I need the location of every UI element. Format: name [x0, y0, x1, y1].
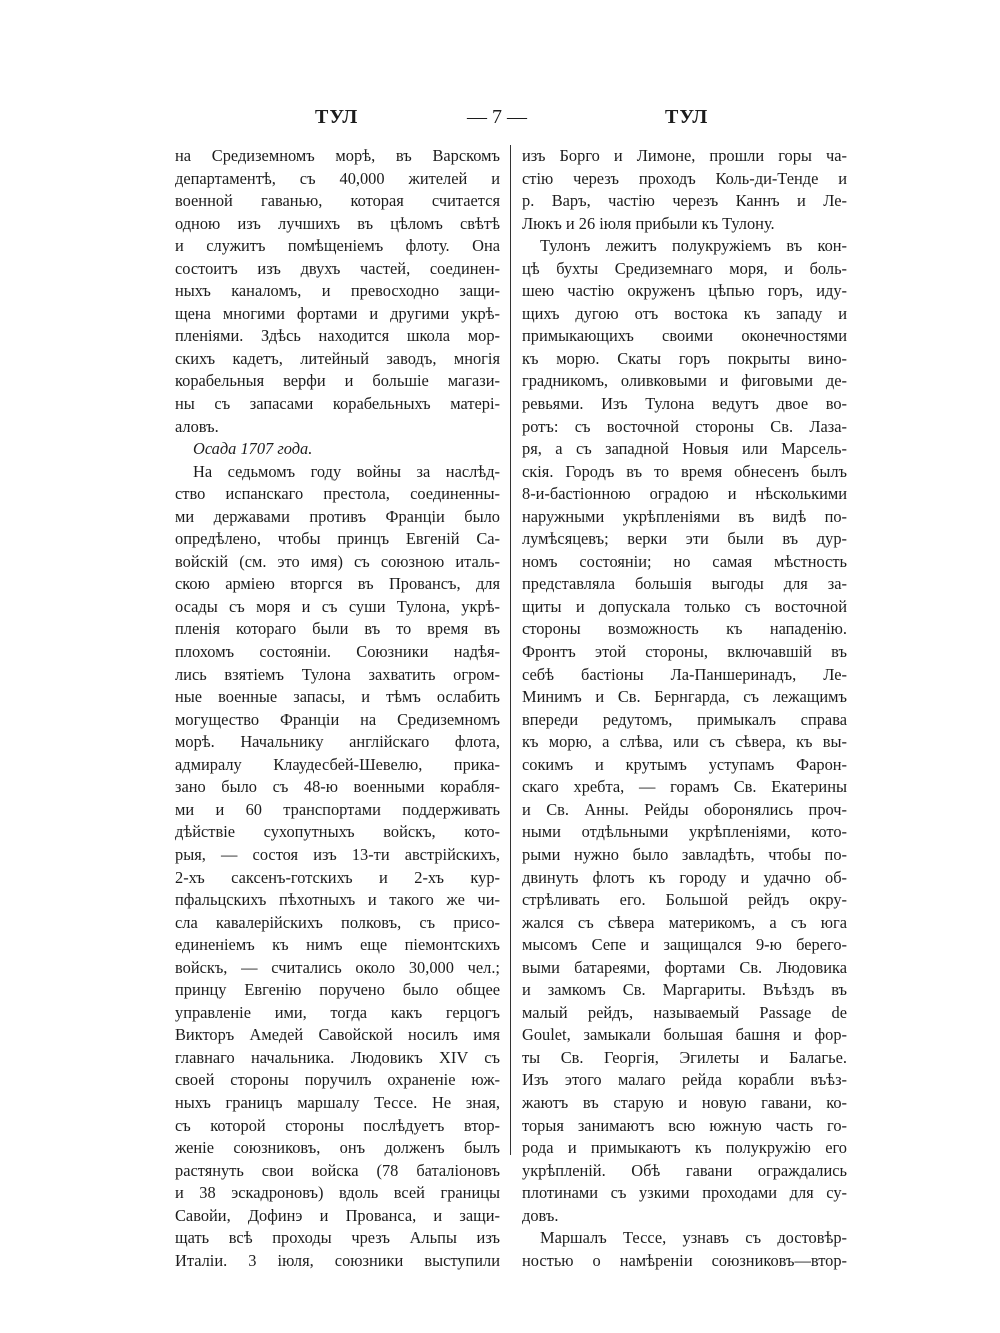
text-line: торыя занимаютъ всю южную часть го-: [522, 1115, 847, 1135]
text-line: щена многими фортами и другими укрѣ-: [175, 303, 500, 323]
text-line: жаютъ въ старую и новую гавани, ко-: [522, 1092, 847, 1112]
text-line: изъ Борго и Лимоне, прошли горы ча-: [522, 146, 847, 165]
text-line: управленіе ими, тогда какъ герцогъ: [175, 1002, 500, 1022]
text-line: малый рейдъ, называемый Passage de: [522, 1002, 847, 1022]
text-line: и замкомъ Св. Маргариты. Въѣздъ въ: [522, 980, 847, 1000]
text-line: и 38 эскадроновъ) вдоль всей границы: [175, 1183, 500, 1203]
text-line: довъ.: [522, 1205, 559, 1225]
text-line: скою арміею вторгся въ Провансъ, для: [175, 574, 500, 594]
text-line: Тулонъ лежитъ полукружіемъ въ кон-: [540, 236, 847, 256]
right-text-column: [522, 145, 847, 1272]
text-line: опредѣлено, чтобы принцъ Евгеній Са-: [175, 529, 500, 549]
text-line: Goulet, замыкали большая башня и фор-: [522, 1025, 847, 1045]
text-line: двинуть флотъ къ городу и удачно об-: [522, 867, 847, 887]
text-line: къ морю, а слѣва, или съ сѣвера, къ вы-: [522, 732, 847, 752]
text-line: Викторъ Амедей Савойской носилъ имя: [175, 1025, 500, 1045]
text-line: себѣ бастіоны Ла-Паншеринадъ, Ле-: [522, 664, 847, 684]
text-line: единеніемъ къ нимъ еще піемонтскихъ: [175, 935, 500, 955]
text-line: наружными укрѣпленіями въ видѣ по-: [522, 506, 847, 526]
text-line: щиты и допускала только съ восточной: [522, 596, 847, 616]
text-line: дѣйствіе сухопутныхъ войскъ, кото-: [175, 822, 500, 842]
text-line: Минимъ и Св. Бернгарда, съ лежащимъ: [522, 687, 847, 707]
text-line: сла кавалерійскихъ полковъ, съ присо-: [175, 912, 500, 932]
text-line: скихъ кадетъ, литейный заводъ, многія: [175, 348, 500, 368]
text-line: жался съ сѣвера материкомъ, а съ юга: [522, 912, 847, 932]
text-line: лись взятіемъ Тулона захватить огром-: [175, 664, 500, 684]
text-line: морѣ. Начальнику англійскаго флота,: [175, 732, 500, 752]
text-line: на Средиземномъ морѣ, въ Варскомъ: [175, 146, 500, 165]
text-line: департаментѣ, съ 40,000 жителей и: [175, 168, 500, 188]
text-line: войскъ, — считались около 30,000 чел.;: [175, 957, 500, 977]
text-line: стрѣливать его. Большой рейдъ окру-: [522, 890, 847, 910]
left-text-column: [175, 145, 500, 1272]
text-line: рыми нужно было завладѣть, чтобы по-: [522, 844, 847, 864]
text-line: цѣ бухты Средиземнаго моря, и боль-: [522, 258, 847, 278]
text-line: стороны возможность къ нападенію.: [522, 619, 847, 639]
text-line: ны съ запасами корабельныхъ матері-: [175, 394, 500, 414]
text-line: принцу Евгенію поручено было общее: [175, 980, 500, 1000]
text-line: своей стороны поручилъ охраненіе юж-: [175, 1070, 500, 1090]
text-line: ми и 60 транспортами поддерживать: [175, 799, 500, 819]
section-heading: Осада 1707 года.: [193, 439, 313, 459]
text-line: осады съ моря и съ суши Тулона, укрѣ-: [175, 596, 500, 616]
page-number: — 7 —: [467, 106, 527, 128]
text-line: пфальцскихъ пѣхотныхъ и такого же чи-: [175, 890, 500, 910]
text-line: ря, а съ западной Новыя или Марсель-: [522, 439, 847, 459]
text-line: номъ состояніи; но самая мѣстность: [522, 551, 847, 571]
text-line: ными отдѣльными укрѣпленіями, кото-: [522, 822, 847, 842]
text-line: плохомъ состояніи. Союзники надѣя-: [175, 642, 500, 662]
page-header: [175, 106, 850, 134]
text-line: ностью о намѣреніи союзниковъ—втор-: [522, 1250, 847, 1270]
text-line: Италіи. 3 іюля, союзники выступили: [175, 1250, 500, 1270]
text-line: Маршалъ Тессе, узнавъ съ достовѣр-: [540, 1228, 847, 1248]
running-head-right: ТУЛ: [665, 106, 709, 128]
text-line: укрѣпленій. Обѣ гавани ограждались: [522, 1160, 847, 1180]
column-divider: [510, 145, 511, 1155]
text-line: впереди редутомъ, примыкалъ справа: [522, 709, 847, 729]
text-line: выми батареями, фортами Св. Людовика: [522, 957, 847, 977]
text-line: ныхъ границъ маршалу Тессе. Не зная,: [175, 1092, 500, 1112]
text-line: скаго хребта, — горамъ Св. Екатерины: [522, 777, 847, 797]
text-line: войскій (см. это имя) съ союзною италь-: [175, 551, 500, 571]
text-line: съ которой стороны послѣдуетъ втор-: [175, 1115, 500, 1135]
text-line: Фронтъ этой стороны, включавшій въ: [522, 642, 847, 662]
text-line: ныхъ каналомъ, и превосходно защи-: [175, 281, 500, 301]
text-line: зано было съ 48-ю военными корабля-: [175, 777, 500, 797]
text-line: ство испанскаго престола, соединенны-: [175, 484, 500, 504]
text-line: и Св. Анны. Рейды оборонялись проч-: [522, 799, 847, 819]
text-line: Изъ этого малаго рейда корабли въѣз-: [522, 1070, 847, 1090]
text-line: ми державами противъ Франціи было: [175, 506, 500, 526]
text-line: примыкающихъ своими оконечностями: [522, 326, 847, 346]
text-line: щать всѣ проходы чрезъ Альпы изъ: [175, 1228, 500, 1248]
text-line: представляла большія выгоды для за-: [522, 574, 847, 594]
text-line: сокимъ и крутымъ уступамъ Фарон-: [522, 754, 847, 774]
text-line: ты Св. Георгія, Эгилеты и Балагье.: [522, 1047, 847, 1067]
text-line: военной гаванью, которая считается: [175, 191, 500, 211]
text-line: ные военные запасы, и тѣмъ ослабить: [175, 687, 500, 707]
text-line: щихъ дугою отъ востока къ западу и: [522, 303, 847, 323]
text-line: На седьмомъ году войны за наслѣд-: [193, 461, 500, 481]
text-line: ротъ: съ восточной стороны Св. Лаза-: [522, 416, 847, 436]
text-line: адмиралу Клаудесбей-Шевелю, прика-: [175, 754, 500, 774]
text-line: одною изъ лучшихъ въ цѣломъ свѣтѣ: [175, 213, 500, 233]
text-line: растянуть свои войска (78 баталіоновъ: [175, 1160, 500, 1180]
text-line: Савойи, Дофинэ и Прованса, и защи-: [175, 1205, 500, 1225]
text-line: плотинами съ узкими проходами для су-: [522, 1183, 847, 1203]
text-line: пленія котораго были въ то время въ: [175, 619, 500, 639]
text-line: рода и примыкаютъ къ полукружію его: [522, 1138, 847, 1158]
text-line: стію черезъ проходъ Коль-ди-Тенде и: [522, 168, 847, 188]
text-line: скія. Городъ въ то время обнесенъ былъ: [522, 461, 847, 481]
text-line: лумѣсяцевъ; верки эти были въ дур-: [522, 529, 847, 549]
text-line: Люкъ и 26 іюля прибыли къ Тулону.: [522, 213, 775, 233]
text-line: рыя, — состоя изъ 13-ти австрійскихъ,: [175, 844, 500, 864]
text-line: 8-и-бастіонною оградою и нѣсколькими: [522, 484, 847, 504]
text-line: градникомъ, оливковыми и фиговыми де-: [522, 371, 847, 391]
text-line: корабельныя верфи и большіе магази-: [175, 371, 500, 391]
text-line: аловъ.: [175, 416, 219, 436]
text-line: пленіями. Здѣсь находится школа мор-: [175, 326, 500, 346]
text-line: и служитъ помѣщеніемъ флоту. Она: [175, 236, 500, 256]
text-line: главнаго начальника. Людовикъ XIV съ: [175, 1047, 500, 1067]
text-line: ревьями. Изъ Тулона ведутъ двое во-: [522, 394, 847, 414]
text-line: р. Варъ, частію черезъ Каннъ и Ле-: [522, 191, 847, 211]
text-line: къ морю. Скаты горъ покрыты вино-: [522, 348, 847, 368]
text-line: шею частію окруженъ цѣпью горъ, иду-: [522, 281, 847, 301]
text-line: могущество Франціи на Средиземномъ: [175, 709, 500, 729]
running-head-left: ТУЛ: [315, 106, 359, 128]
text-line: мысомъ Сепе и защищался 9-ю берего-: [522, 935, 847, 955]
text-line: 2-хъ саксенъ-готскихъ и 2-хъ кур-: [175, 867, 500, 887]
text-line: женіе союзниковъ, онъ долженъ былъ: [175, 1138, 500, 1158]
text-line: состоитъ изъ двухъ частей, соединен-: [175, 258, 500, 278]
